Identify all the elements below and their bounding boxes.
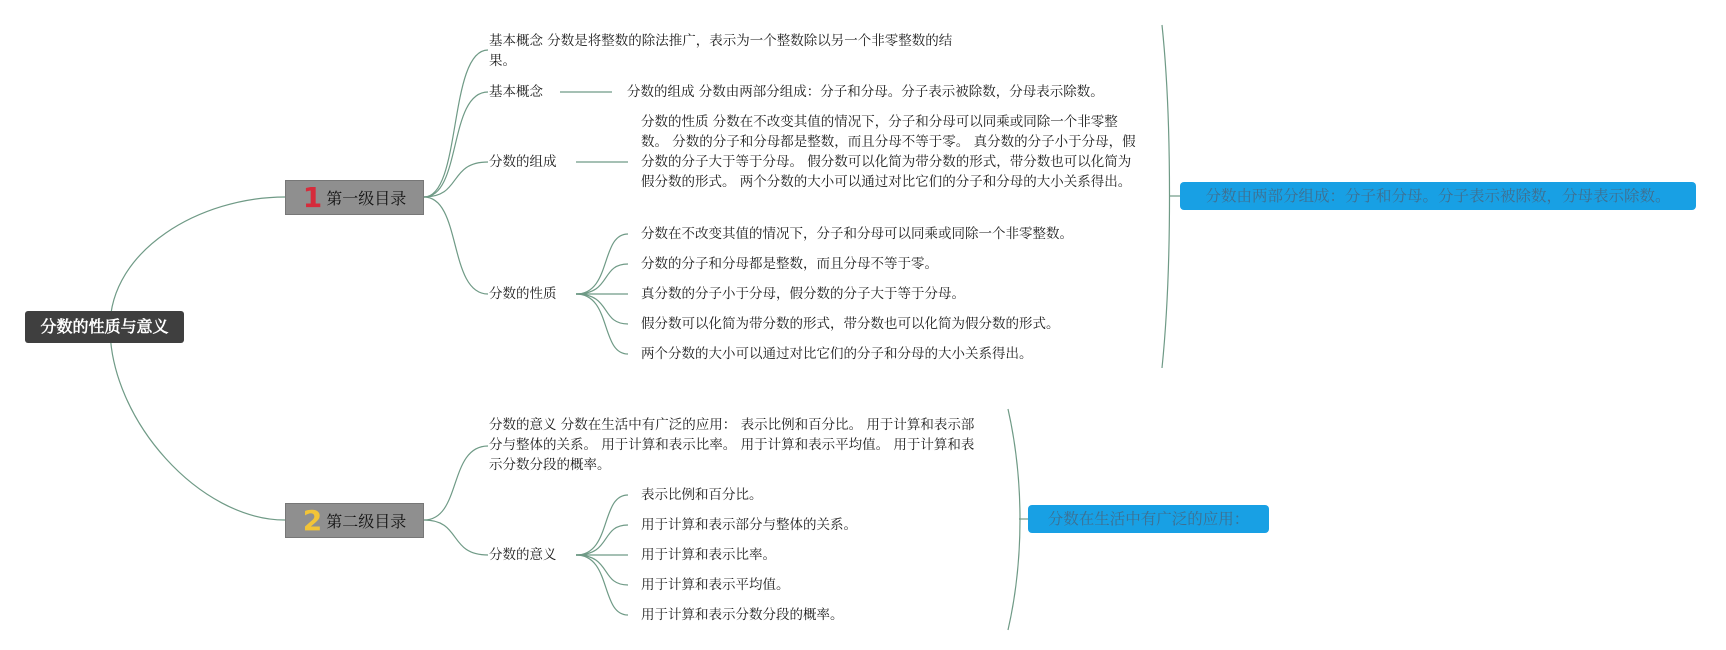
link-property-item-5 xyxy=(576,294,628,354)
branch-topic-2[interactable] xyxy=(285,503,424,538)
summary-topic-1[interactable]: 分数由两部分组成：分子和分母。分子表示被除数，分母表示除数。 xyxy=(1180,182,1696,210)
link-root-branch1 xyxy=(110,197,285,327)
link-root-branch2 xyxy=(110,327,285,520)
topic-meaning-full[interactable]: 分数的意义 分数在生活中有广泛的应用： 表示比例和百分比。 用于计算和表示部分与整体的关系。 用于计算和表示比率。 用于计算和表示平均值。 用于计算和表示分数分段的概率。 xyxy=(489,417,975,473)
meaning-item[interactable]: 表示比例和百分比。 xyxy=(641,487,763,503)
summary-bracket-1 xyxy=(1162,25,1170,368)
meaning-item[interactable]: 用于计算和表示部分与整体的关系。 xyxy=(641,517,857,533)
link-property-item-1 xyxy=(576,234,628,294)
link-b1-concept-full xyxy=(424,50,488,197)
topic-property[interactable]: 分数的性质 xyxy=(489,286,557,302)
property-item[interactable]: 假分数可以化简为带分数的形式，带分数也可以化简为假分数的形式。 xyxy=(641,316,1060,332)
link-b1-property xyxy=(424,197,488,294)
property-item[interactable]: 分数在不改变其值的情况下，分子和分母可以同乘或同除一个非零整数。 xyxy=(641,226,1073,242)
topic-concept-child[interactable]: 分数的组成 分数由两部分组成：分子和分母。分子表示被除数，分母表示除数。 xyxy=(627,84,1104,100)
link-b1-composition xyxy=(424,162,488,197)
property-item[interactable]: 分数的分子和分母都是整数，而且分母不等于零。 xyxy=(641,256,938,272)
link-meaning-item-1 xyxy=(576,495,628,555)
property-item[interactable]: 真分数的分子小于分母，假分数的分子大于等于分母。 xyxy=(641,286,965,302)
topic-composition[interactable]: 分数的组成 xyxy=(489,154,557,170)
meaning-item[interactable]: 用于计算和表示分数分段的概率。 xyxy=(641,607,844,623)
property-item[interactable]: 两个分数的大小可以通过对比它们的分子和分母的大小关系得出。 xyxy=(641,346,1033,362)
link-meaning-item-4 xyxy=(576,555,628,585)
branch-label-2: 第二级目录 xyxy=(326,512,407,531)
branch-topic-1[interactable] xyxy=(285,180,424,215)
link-meaning-item-5 xyxy=(576,555,628,615)
summary-bracket-2 xyxy=(1008,409,1020,630)
meaning-item[interactable]: 用于计算和表示比率。 xyxy=(641,547,776,563)
topic-concept-full[interactable]: 基本概念 分数是将整数的除法推广，表示为一个整数除以另一个非零整数的结果。 xyxy=(489,33,953,69)
branch-number-2: 2 xyxy=(302,503,323,537)
topic-concept[interactable]: 基本概念 xyxy=(489,84,543,100)
link-property-item-2 xyxy=(576,264,628,294)
root-topic[interactable]: 分数的性质与意义 xyxy=(25,311,184,343)
link-b2-meaning-full xyxy=(424,446,488,520)
link-property-item-4 xyxy=(576,294,628,324)
topic-composition-child[interactable]: 分数的性质 分数在不改变其值的情况下，分子和分母可以同乘或同除一个非零整数。 分数的分子和分母都是整数，而且分母不等于零。 真分数的分子小于分母，假分数的分子大于等于分母。 假分数可以化简为带分数的形式，带分数也可以化简为假分数的形式。 两个分数的大小可以通过对比它们的分子和分母的大小关系得出。 xyxy=(641,114,1136,190)
meaning-item[interactable]: 用于计算和表示平均值。 xyxy=(641,577,790,593)
branch-label-1: 第一级目录 xyxy=(326,189,407,208)
link-b2-meaning xyxy=(424,520,488,555)
branch-number-1: 1 xyxy=(302,180,323,214)
link-meaning-item-2 xyxy=(576,525,628,555)
summary-topic-2[interactable]: 分数在生活中有广泛的应用： xyxy=(1028,505,1269,533)
link-b1-concept xyxy=(424,92,488,197)
topic-meaning[interactable]: 分数的意义 xyxy=(489,547,557,563)
